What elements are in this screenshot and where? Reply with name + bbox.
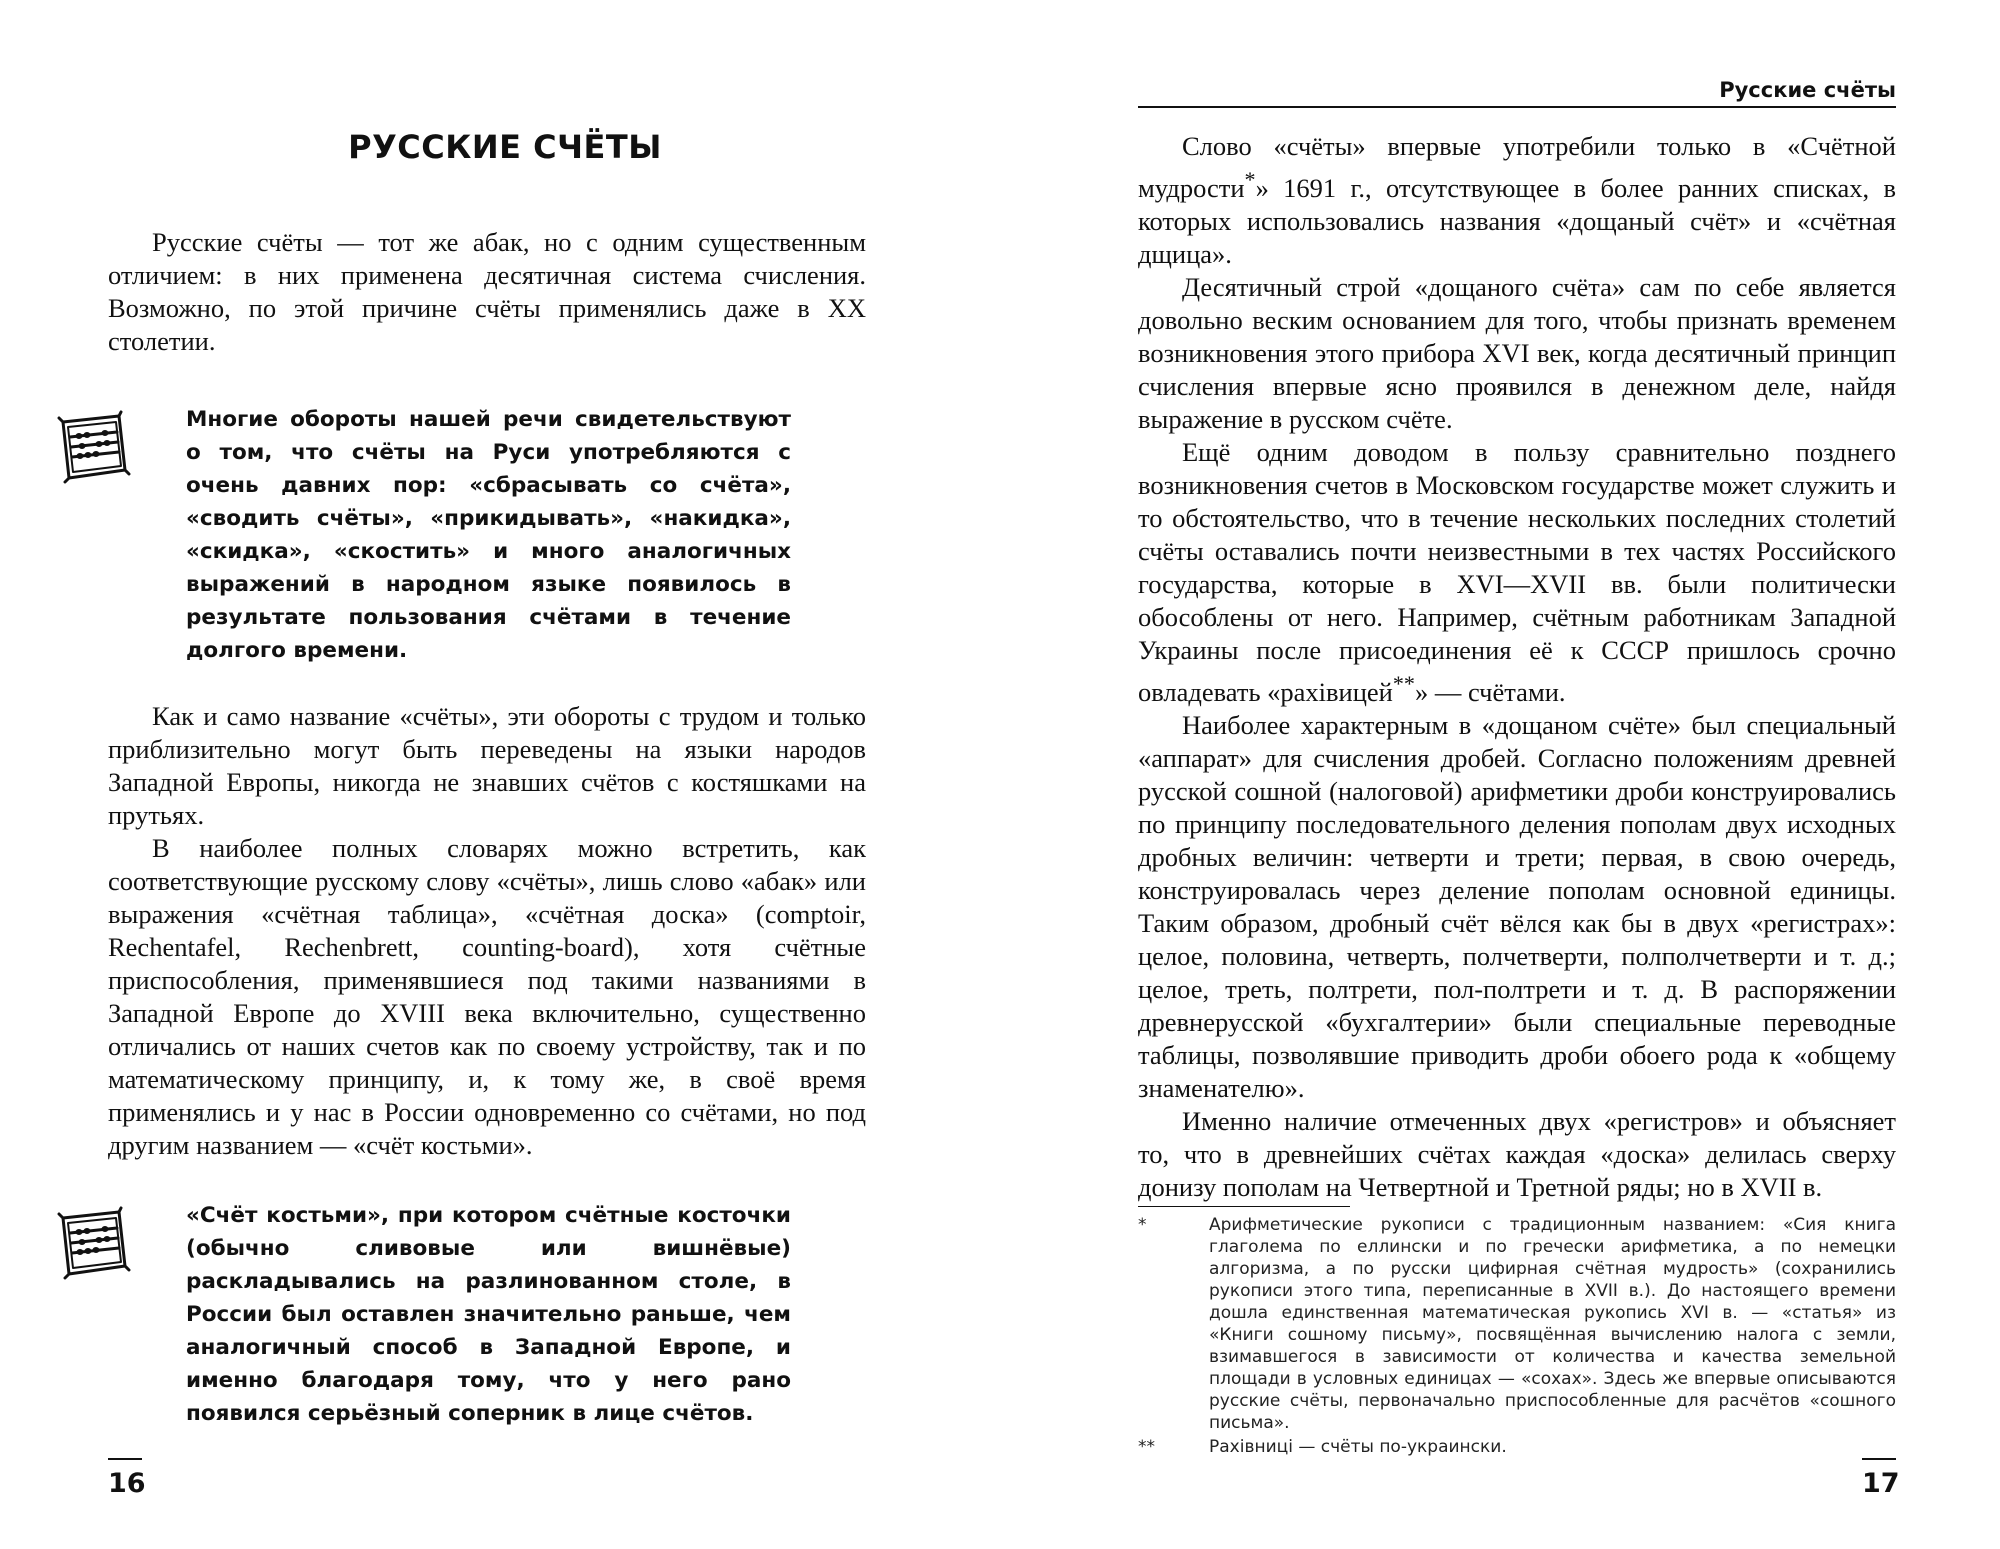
header-rule [1138, 106, 1896, 108]
note-box-1 [186, 403, 791, 667]
footnotes [1138, 1214, 1896, 1458]
paragraph-text: » 1691 г., отсутствующее в более ранних списках, в которых использовались названия «дощаный счёт» и «счётная дщица». [1138, 172, 1896, 269]
running-header: Русские счёты [1719, 78, 1896, 102]
footnote-text: Рахівниці — счёты по-украински. [1209, 1437, 1507, 1457]
intro-section [108, 226, 866, 358]
page-number-left: 16 [108, 1468, 146, 1499]
main-section [108, 700, 866, 1162]
right-page [1000, 0, 2000, 1549]
footnote-marker: ** [1392, 670, 1415, 696]
right-paragraph-1 [1138, 130, 1896, 271]
paragraph-text: Слово «счёты» впервые употребили только в «Счётной мудрости [1138, 131, 1896, 203]
abacus-icon [55, 1204, 131, 1282]
page-number-rule [108, 1458, 142, 1460]
footnote-1 [1138, 1214, 1896, 1434]
page-number-right: 17 [1862, 1468, 1900, 1499]
footnote-2 [1138, 1436, 1896, 1458]
right-paragraph-2: Десятичный строй «дощаного счёта» сам по себе является довольно веским основанием для того, чтобы признать временем возникновения этого прибора XVI век, когда десятичный принцип счисления впервые ясно проявился в денежном деле, найдя выражение в русском счёте. [1138, 271, 1896, 434]
footnote-marker: * [1138, 1215, 1147, 1235]
left-paragraph-1: Как и само название «счёты», эти обороты с трудом и только приблизительно могут быть переведены на языки народов Западной Европы, никогда не знавших счётов с костяшками на прутьях. [108, 701, 866, 830]
note-text-2: «Счёт костьми», при котором счётные косточки (обычно сливовые или вишнёвые) раскладывались на разлинованном столе, в России был оставлен значительно раньше, чем аналогичный способ в Западной Европе, и именно благодаря тому, что у него рано появился серьёзный соперник в лице счётов. [186, 1203, 791, 1426]
note-text-1: Многие обороты нашей речи свидетельствуют о том, что счёты на Руси употребляются с очень давних пор: «сбрасывать со счёта», «сводить счёты», «прикидывать», «накидка», «скидка», «скостить» и много аналогичных выражений в народном языке появилось в результате пользования счётами в течение долгого времени. [186, 407, 791, 663]
right-paragraph-3 [1138, 436, 1896, 709]
right-paragraph-5: Именно наличие отмеченных двух «регистров» и объясняет то, что в древнейших счётах каждая «доска» делилась сверху донизу пополам на Четвертной и Третной ряды; но в XVII в. [1138, 1105, 1896, 1202]
right-main-text [1138, 130, 1896, 1204]
right-paragraph-4: Наиболее характерным в «дощаном счёте» был специальный «аппарат» для счисления дробей. Согласно положениям древней русской сошной (налоговой) арифметики дроби конструировались по принципу последовательного деления пополам двух исходных дробных величин: четверти и трети; первая, в свою очередь, конструировалась через деление пополам основной единицы. Таким образом, дробный счёт вёлся как бы в двух «регистрах»: целое, половина, четверть, полчетверти, полполчетверти и т. д.; целое, треть, полтрети, пол-полтрети и т. д. В распоряжении древнерусской «бухгалтерии» были специальные переводные таблицы, позволявшие приводить дроби обоего рода к «общему знаменателю». [1138, 709, 1896, 1103]
footnote-marker: ** [1138, 1437, 1155, 1457]
left-paragraph-2: В наиболее полных словарях можно встретить, как соответствующие русскому слову «счёты», лишь слово «абак» или выражения «счётная таблица», «счётная доска» (comptoir, Rechentafel, Rechenbrett, counting-board), хотя счётные приспособления, применявшиеся под такими названиями в Западной Европе до XVIII века включительно, существенно отличались от наших счетов как по своему устройству, так и по математическому принципу, и, к тому же, в своё время применялись и у нас в России одновременно со счётами, но под другим названием — «счёт костьми». [108, 833, 866, 1160]
abacus-icon [55, 408, 131, 486]
intro-paragraph: Русские счёты — тот же абак, но с одним существенным отличием: в них применена десятичная система счисления. Возможно, по этой причине счёты применялись даже в XX столетии. [108, 227, 866, 356]
footnote-text: Арифметические рукописи с традиционным названием: «Сия книга глаголема по еллински и по гречески арифметика, а по немецки алгоризма, а по русски цифирная счётная мудрость» (сохранились рукописи этого типа, переписанные в XVII в.). До настоящего времени дошла единственная математическая рукопись XVI в. — «статья» из «Книги сошному письму», посвящённая вычислению налога с земли, взимавшегося в зависимости от количества и качества земельной площади в условных единицах — «сохах». Здесь же впервые описываются русские счёты, первоначально приспособленные для расчётов «сошного письма». [1209, 1215, 1896, 1433]
footnote-rule [1138, 1206, 1350, 1207]
note-box-2 [186, 1199, 791, 1430]
page-number-rule [1862, 1458, 1896, 1460]
paragraph-text: » — счётами. [1414, 676, 1566, 707]
chapter-title: РУССКИЕ СЧЁТЫ [348, 128, 662, 166]
footnote-marker: * [1244, 167, 1256, 192]
paragraph-text: Ещё одним доводом в пользу сравнительно позднего возникновения счетов в Московском государстве может служить и то обстоятельство, что в течение нескольких последних столетий счёты оставались почти неизвестными в тех частях Российского государства, которые в XVI—XVII вв. были политически обособлены от него. Например, счётным работникам Западной Украины после присоединения её к СССР пришлось срочно овладевать «рахівицей [1138, 436, 1896, 707]
